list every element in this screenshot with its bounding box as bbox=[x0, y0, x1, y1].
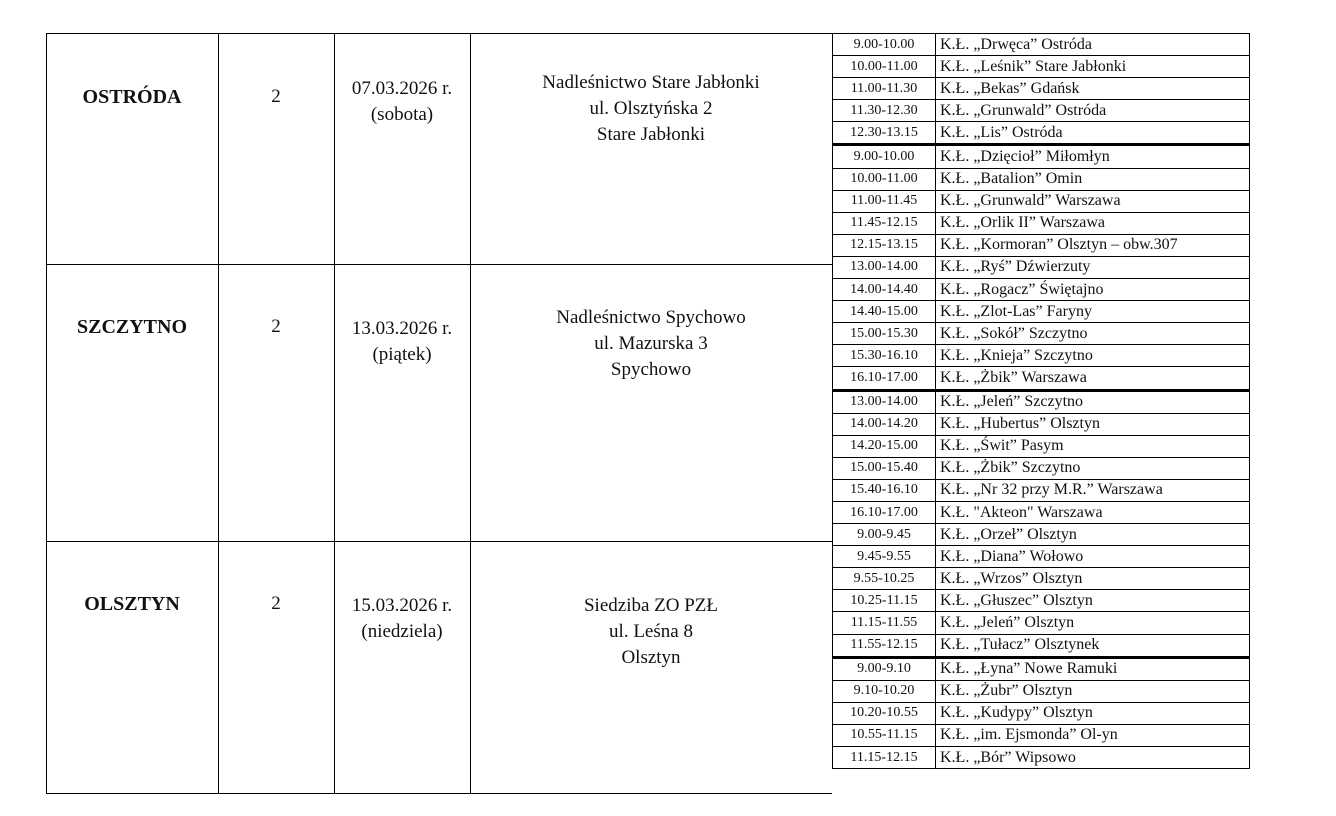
table-row bbox=[833, 212, 1250, 234]
weekday-text: (piątek) bbox=[372, 344, 432, 365]
column-divider bbox=[218, 33, 219, 794]
club-cell: K.Ł. „Diana” Wołowo bbox=[936, 546, 1250, 568]
table-row bbox=[833, 657, 1250, 680]
time-cell: 12.30-13.15 bbox=[833, 122, 936, 145]
club-cell: K.Ł. „Świt” Pasym bbox=[936, 435, 1250, 457]
time-cell: 11.15-11.55 bbox=[833, 612, 936, 634]
club-cell: K.Ł. „Jeleń” Olsztyn bbox=[936, 612, 1250, 634]
date-text: 07.03.2026 r. bbox=[351, 78, 453, 99]
club-cell: K.Ł. „Orlik II” Warszawa bbox=[936, 212, 1250, 234]
club-cell: K.Ł. „Zlot-Las” Faryny bbox=[936, 301, 1250, 323]
table-row bbox=[833, 612, 1250, 634]
table-row bbox=[833, 145, 1250, 168]
table-row bbox=[833, 590, 1250, 612]
venue-street: ul. Mazurska 3 bbox=[594, 333, 708, 354]
table-row bbox=[833, 56, 1250, 78]
count-value: 2 bbox=[271, 86, 281, 107]
club-cell: K.Ł. „Kormoran” Olsztyn – obw.307 bbox=[936, 234, 1250, 256]
time-cell: 9.00-10.00 bbox=[833, 145, 936, 168]
time-cell: 16.10-17.00 bbox=[833, 501, 936, 523]
exam-date bbox=[334, 76, 470, 128]
venue bbox=[470, 305, 832, 383]
table-row bbox=[833, 546, 1250, 568]
club-cell: K.Ł. „Batalion” Omin bbox=[936, 168, 1250, 190]
schedule-table bbox=[832, 33, 1250, 769]
time-cell: 15.30-16.10 bbox=[833, 345, 936, 367]
region-name: SZCZYTNO bbox=[76, 316, 188, 338]
table-row bbox=[833, 279, 1250, 301]
table-row bbox=[833, 367, 1250, 390]
time-cell: 11.30-12.30 bbox=[833, 100, 936, 122]
club-cell: K.Ł. „Głuszec” Olsztyn bbox=[936, 590, 1250, 612]
club-cell: K.Ł. „Hubertus” Olsztyn bbox=[936, 413, 1250, 435]
time-cell: 11.55-12.15 bbox=[833, 634, 936, 657]
venue-street: ul. Leśna 8 bbox=[609, 621, 693, 642]
venue-street: ul. Olsztyńska 2 bbox=[589, 98, 713, 119]
venue-city: Stare Jabłonki bbox=[596, 124, 706, 145]
club-cell: K.Ł. „Nr 32 przy M.R.” Warszawa bbox=[936, 479, 1250, 501]
venue bbox=[470, 70, 832, 148]
table-row bbox=[833, 301, 1250, 323]
time-cell: 10.00-11.00 bbox=[833, 168, 936, 190]
time-cell: 10.20-10.55 bbox=[833, 702, 936, 724]
time-cell: 13.00-14.00 bbox=[833, 256, 936, 278]
table-row bbox=[833, 168, 1250, 190]
time-cell: 10.00-11.00 bbox=[833, 56, 936, 78]
table-row bbox=[833, 34, 1250, 56]
club-cell: K.Ł. „Wrzos” Olsztyn bbox=[936, 568, 1250, 590]
time-cell: 15.00-15.40 bbox=[833, 457, 936, 479]
weekday-text: (sobota) bbox=[370, 104, 434, 125]
table-row bbox=[833, 457, 1250, 479]
table-row bbox=[833, 234, 1250, 256]
table-row bbox=[833, 413, 1250, 435]
time-cell: 9.55-10.25 bbox=[833, 568, 936, 590]
row-divider bbox=[46, 541, 832, 542]
table-row bbox=[833, 524, 1250, 546]
region-name: OSTRÓDA bbox=[82, 86, 182, 108]
time-cell: 9.00-9.10 bbox=[833, 657, 936, 680]
time-cell: 11.00-11.30 bbox=[833, 78, 936, 100]
club-cell: K.Ł. „Leśnik” Stare Jabłonki bbox=[936, 56, 1250, 78]
club-cell: K.Ł. „Bór” Wipsowo bbox=[936, 747, 1250, 769]
weekday-text: (niedziela) bbox=[361, 621, 443, 642]
club-cell: K.Ł. „im. Ejsmonda” Ol-yn bbox=[936, 724, 1250, 746]
table-row bbox=[833, 256, 1250, 278]
time-cell: 10.25-11.15 bbox=[833, 590, 936, 612]
venue-name: Nadleśnictwo Stare Jabłonki bbox=[542, 72, 760, 93]
time-cell: 14.00-14.20 bbox=[833, 413, 936, 435]
club-cell: K.Ł. "Akteon" Warszawa bbox=[936, 501, 1250, 523]
time-cell: 15.40-16.10 bbox=[833, 479, 936, 501]
club-cell: K.Ł. „Lis” Ostróda bbox=[936, 122, 1250, 145]
table-row bbox=[833, 634, 1250, 657]
club-cell: K.Ł. „Grunwald” Warszawa bbox=[936, 190, 1250, 212]
table-row bbox=[833, 568, 1250, 590]
time-cell: 10.55-11.15 bbox=[833, 724, 936, 746]
table-row bbox=[833, 702, 1250, 724]
table-row bbox=[833, 122, 1250, 145]
row-divider bbox=[46, 264, 832, 265]
time-cell: 9.10-10.20 bbox=[833, 680, 936, 702]
club-cell: K.Ł. „Knieja” Szczytno bbox=[936, 345, 1250, 367]
time-cell: 9.00-9.45 bbox=[833, 524, 936, 546]
club-cell: K.Ł. „Ryś” Dźwierzuty bbox=[936, 256, 1250, 278]
club-cell: K.Ł. „Orzeł” Olsztyn bbox=[936, 524, 1250, 546]
table-row bbox=[833, 724, 1250, 746]
date-text: 13.03.2026 r. bbox=[351, 318, 453, 339]
time-cell: 12.15-13.15 bbox=[833, 234, 936, 256]
club-cell: K.Ł. „Łyna” Nowe Ramuki bbox=[936, 657, 1250, 680]
exam-date bbox=[334, 316, 470, 368]
club-cell: K.Ł. „Rogacz” Świętajno bbox=[936, 279, 1250, 301]
club-cell: K.Ł. „Tułacz” Olsztynek bbox=[936, 634, 1250, 657]
table-row bbox=[833, 435, 1250, 457]
exam-date bbox=[334, 593, 470, 645]
table-row bbox=[833, 345, 1250, 367]
table-row bbox=[833, 390, 1250, 413]
time-cell: 11.15-12.15 bbox=[833, 747, 936, 769]
table-row bbox=[833, 78, 1250, 100]
time-cell: 14.00-14.40 bbox=[833, 279, 936, 301]
table-row bbox=[833, 479, 1250, 501]
venue-city: Spychowo bbox=[610, 359, 692, 380]
club-cell: K.Ł. „Jeleń” Szczytno bbox=[936, 390, 1250, 413]
time-cell: 16.10-17.00 bbox=[833, 367, 936, 390]
club-cell: K.Ł. „Bekas” Gdańsk bbox=[936, 78, 1250, 100]
club-cell: K.Ł. „Żubr” Olsztyn bbox=[936, 680, 1250, 702]
date-text: 15.03.2026 r. bbox=[351, 595, 453, 616]
time-cell: 15.00-15.30 bbox=[833, 323, 936, 345]
count-value: 2 bbox=[271, 593, 281, 614]
table-row bbox=[833, 323, 1250, 345]
venue-name: Nadleśnictwo Spychowo bbox=[556, 307, 746, 328]
table-row bbox=[833, 190, 1250, 212]
time-cell: 11.00-11.45 bbox=[833, 190, 936, 212]
time-cell: 9.45-9.55 bbox=[833, 546, 936, 568]
club-cell: K.Ł. „Drwęca” Ostróda bbox=[936, 34, 1250, 56]
club-cell: K.Ł. „Żbik” Szczytno bbox=[936, 457, 1250, 479]
club-cell: K.Ł. „Kudypy” Olsztyn bbox=[936, 702, 1250, 724]
club-cell: K.Ł. „Żbik” Warszawa bbox=[936, 367, 1250, 390]
time-cell: 14.20-15.00 bbox=[833, 435, 936, 457]
column-divider bbox=[334, 33, 335, 794]
table-row bbox=[833, 501, 1250, 523]
venue-name: Siedziba ZO PZŁ bbox=[583, 595, 719, 616]
count-value: 2 bbox=[271, 316, 281, 337]
venue-city: Olsztyn bbox=[621, 647, 681, 668]
club-cell: K.Ł. „Sokół” Szczytno bbox=[936, 323, 1250, 345]
table-row bbox=[833, 100, 1250, 122]
table-row bbox=[833, 680, 1250, 702]
time-cell: 14.40-15.00 bbox=[833, 301, 936, 323]
club-cell: K.Ł. „Grunwald” Ostróda bbox=[936, 100, 1250, 122]
time-cell: 11.45-12.15 bbox=[833, 212, 936, 234]
club-cell: K.Ł. „Dzięcioł” Miłomłyn bbox=[936, 145, 1250, 168]
time-cell: 13.00-14.00 bbox=[833, 390, 936, 413]
venue bbox=[470, 593, 832, 671]
table-row bbox=[833, 747, 1250, 769]
time-cell: 9.00-10.00 bbox=[833, 34, 936, 56]
region-name: OLSZTYN bbox=[84, 593, 180, 615]
